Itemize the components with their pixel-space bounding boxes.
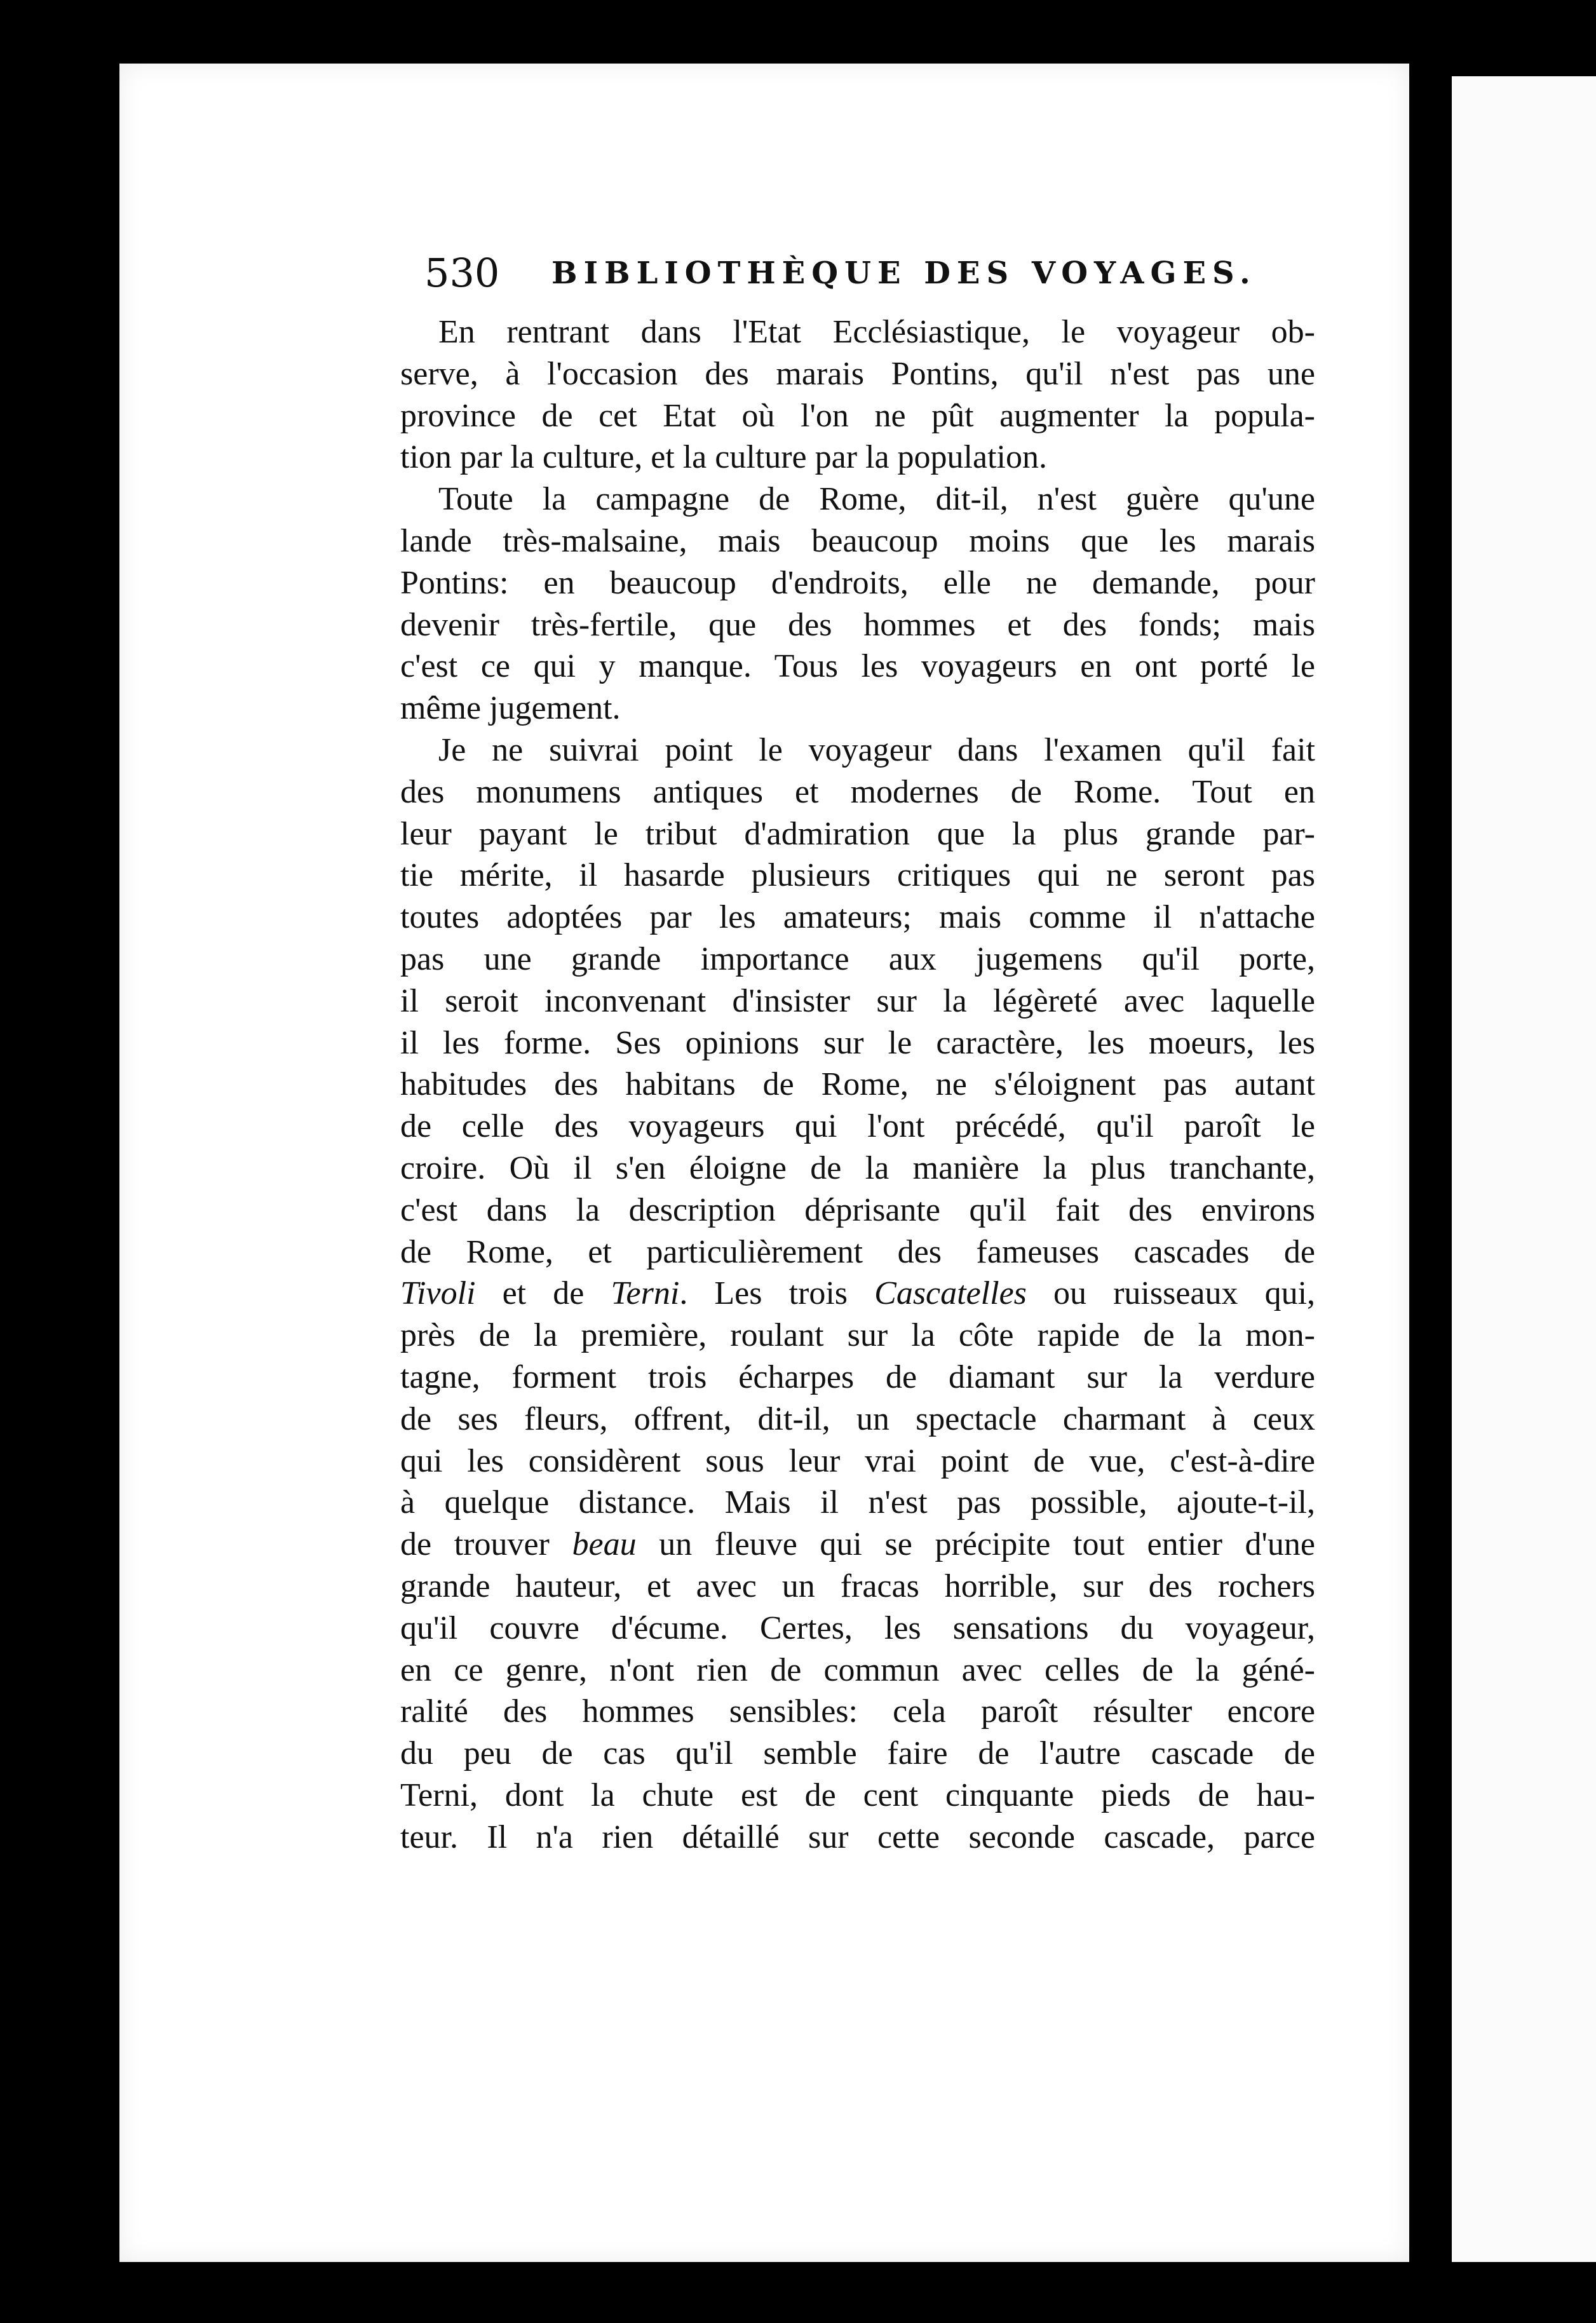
text-run: Toute la campagne de Rome, dit-il, n'est guère qu'une	[438, 481, 1315, 518]
text-run: teur. Il n'a rien détaillé sur cette seconde cascade, parce	[400, 1818, 1315, 1855]
text-line	[400, 1775, 1315, 1817]
text-run: ralité des hommes sensibles: cela paroît résulter encore	[400, 1693, 1315, 1730]
running-title: BIBLIOTHÈQUE DES VOYAGES.	[551, 255, 1257, 291]
italic-text: Cascatelles	[874, 1275, 1027, 1312]
text-run: En rentrant dans l'Etat Ecclésiastique, le voyageur ob-	[438, 314, 1315, 350]
text-line	[400, 897, 1315, 938]
text-line	[400, 311, 1315, 353]
text-run: Pontins: en beaucoup d'endroits, elle ne demande, pour	[400, 564, 1315, 601]
text-run: serve, à l'occasion des marais Pontins, qu'il n'est pas une	[400, 355, 1315, 392]
text-line	[400, 353, 1315, 395]
text-run: tion par la culture, et la culture par la population.	[400, 439, 1047, 476]
text-line	[400, 1106, 1315, 1148]
text-run: et de	[475, 1275, 611, 1312]
text-run: grande hauteur, et avec un fracas horrible, sur des rochers	[400, 1568, 1315, 1604]
text-run: ou ruisseaux qui,	[1026, 1275, 1316, 1312]
text-line	[400, 729, 1315, 771]
text-line	[400, 687, 1315, 729]
text-line	[400, 1482, 1315, 1524]
text-run: leur payant le tribut d'admiration que la plus grande par-	[400, 815, 1315, 852]
italic-text: Tivoli	[400, 1275, 476, 1312]
text-run: de celle des voyageurs qui l'ont précédé, qu'il paroît le	[400, 1108, 1315, 1145]
text-line	[400, 1817, 1315, 1859]
text-line	[400, 1022, 1315, 1064]
text-run: . Les trois	[679, 1275, 875, 1312]
text-line	[400, 771, 1315, 813]
text-line	[400, 395, 1315, 437]
text-line	[400, 1399, 1315, 1440]
text-run: de trouver	[400, 1526, 572, 1563]
text-line	[400, 646, 1315, 687]
text-run: lande très-malsaine, mais beaucoup moins que les marais	[400, 522, 1315, 559]
text-run: qu'il couvre d'écume. Certes, les sensations du voyageur,	[400, 1609, 1315, 1646]
text-run: habitudes des habitans de Rome, ne s'éloignent pas autant	[400, 1066, 1315, 1103]
text-run: toutes adoptées par les amateurs; mais comme il n'attache	[400, 899, 1315, 936]
text-line	[400, 520, 1315, 562]
text-run: près de la première, roulant sur la côte rapide de la mon-	[400, 1317, 1315, 1354]
text-line	[400, 478, 1315, 520]
facing-page-edge	[1452, 76, 1596, 2262]
text-run: du peu de cas qu'il semble faire de l'autre cascade de	[400, 1735, 1315, 1772]
text-line	[400, 1608, 1315, 1649]
text-run: de ses fleurs, offrent, dit-il, un spectacle charmant à ceux	[400, 1400, 1315, 1437]
italic-text: beau	[572, 1526, 637, 1563]
text-line	[400, 437, 1315, 478]
page-gutter-shadow	[1409, 210, 1427, 2287]
page-number: 530	[424, 250, 500, 296]
text-run: qui les considèrent sous leur vrai point de vue, c'est-à-dire	[400, 1442, 1315, 1479]
text-run: de Rome, et particulièrement des fameuses cascades de	[400, 1233, 1315, 1270]
text-line	[400, 1315, 1315, 1357]
text-run: il les forme. Ses opinions sur le caractère, les moeurs, les	[400, 1024, 1315, 1061]
text-run: devenir très-fertile, que des hommes et des fonds; mais	[400, 606, 1315, 643]
body-text	[400, 311, 1315, 1900]
text-line	[400, 562, 1315, 604]
text-run: il seroit inconvenant d'insister sur la légèreté avec laquelle	[400, 982, 1315, 1019]
text-line	[400, 813, 1315, 855]
text-run: des monumens antiques et modernes de Rome. Tout en	[400, 773, 1315, 810]
text-run: même jugement.	[400, 690, 621, 727]
text-run: Terni, dont la chute est de cent cinquante pieds de hau-	[400, 1777, 1315, 1813]
text-run: un fleuve qui se précipite tout entier d'une	[636, 1526, 1315, 1563]
text-run: pas une grande importance aux jugemens qu'il porte,	[400, 940, 1315, 977]
text-line	[400, 1733, 1315, 1775]
text-line	[400, 855, 1315, 897]
text-line	[400, 1440, 1315, 1482]
text-run: tagne, forment trois écharpes de diamant sur la verdure	[400, 1358, 1315, 1395]
text-line	[400, 938, 1315, 980]
italic-text: Terni	[611, 1275, 680, 1312]
text-run: c'est dans la description déprisante qu'il fait des environs	[400, 1191, 1315, 1228]
text-run: province de cet Etat où l'on ne pût augmenter la popula-	[400, 397, 1315, 434]
text-run: Je ne suivrai point le voyageur dans l'examen qu'il fait	[438, 731, 1315, 768]
text-run: en ce genre, n'ont rien de commun avec celles de la géné-	[400, 1651, 1315, 1688]
text-run: tie mérite, il hasarde plusieurs critiques qui ne seront pas	[400, 857, 1315, 894]
text-run: croire. Où il s'en éloigne de la manière la plus tranchante,	[400, 1149, 1315, 1186]
page-header	[424, 245, 1301, 302]
text-line	[400, 1064, 1315, 1106]
text-run: c'est ce qui y manque. Tous les voyageurs en ont porté le	[400, 648, 1315, 685]
text-line	[400, 1273, 1315, 1315]
text-line	[400, 1231, 1315, 1273]
text-line	[400, 1566, 1315, 1608]
text-line	[400, 980, 1315, 1022]
text-run: à quelque distance. Mais il n'est pas possible, ajoute-t-il,	[400, 1484, 1315, 1521]
text-line	[400, 1357, 1315, 1399]
text-line	[400, 1691, 1315, 1733]
text-line	[400, 1524, 1315, 1566]
text-line	[400, 1148, 1315, 1189]
text-line	[400, 1649, 1315, 1691]
text-line	[400, 604, 1315, 646]
text-line	[400, 1189, 1315, 1231]
